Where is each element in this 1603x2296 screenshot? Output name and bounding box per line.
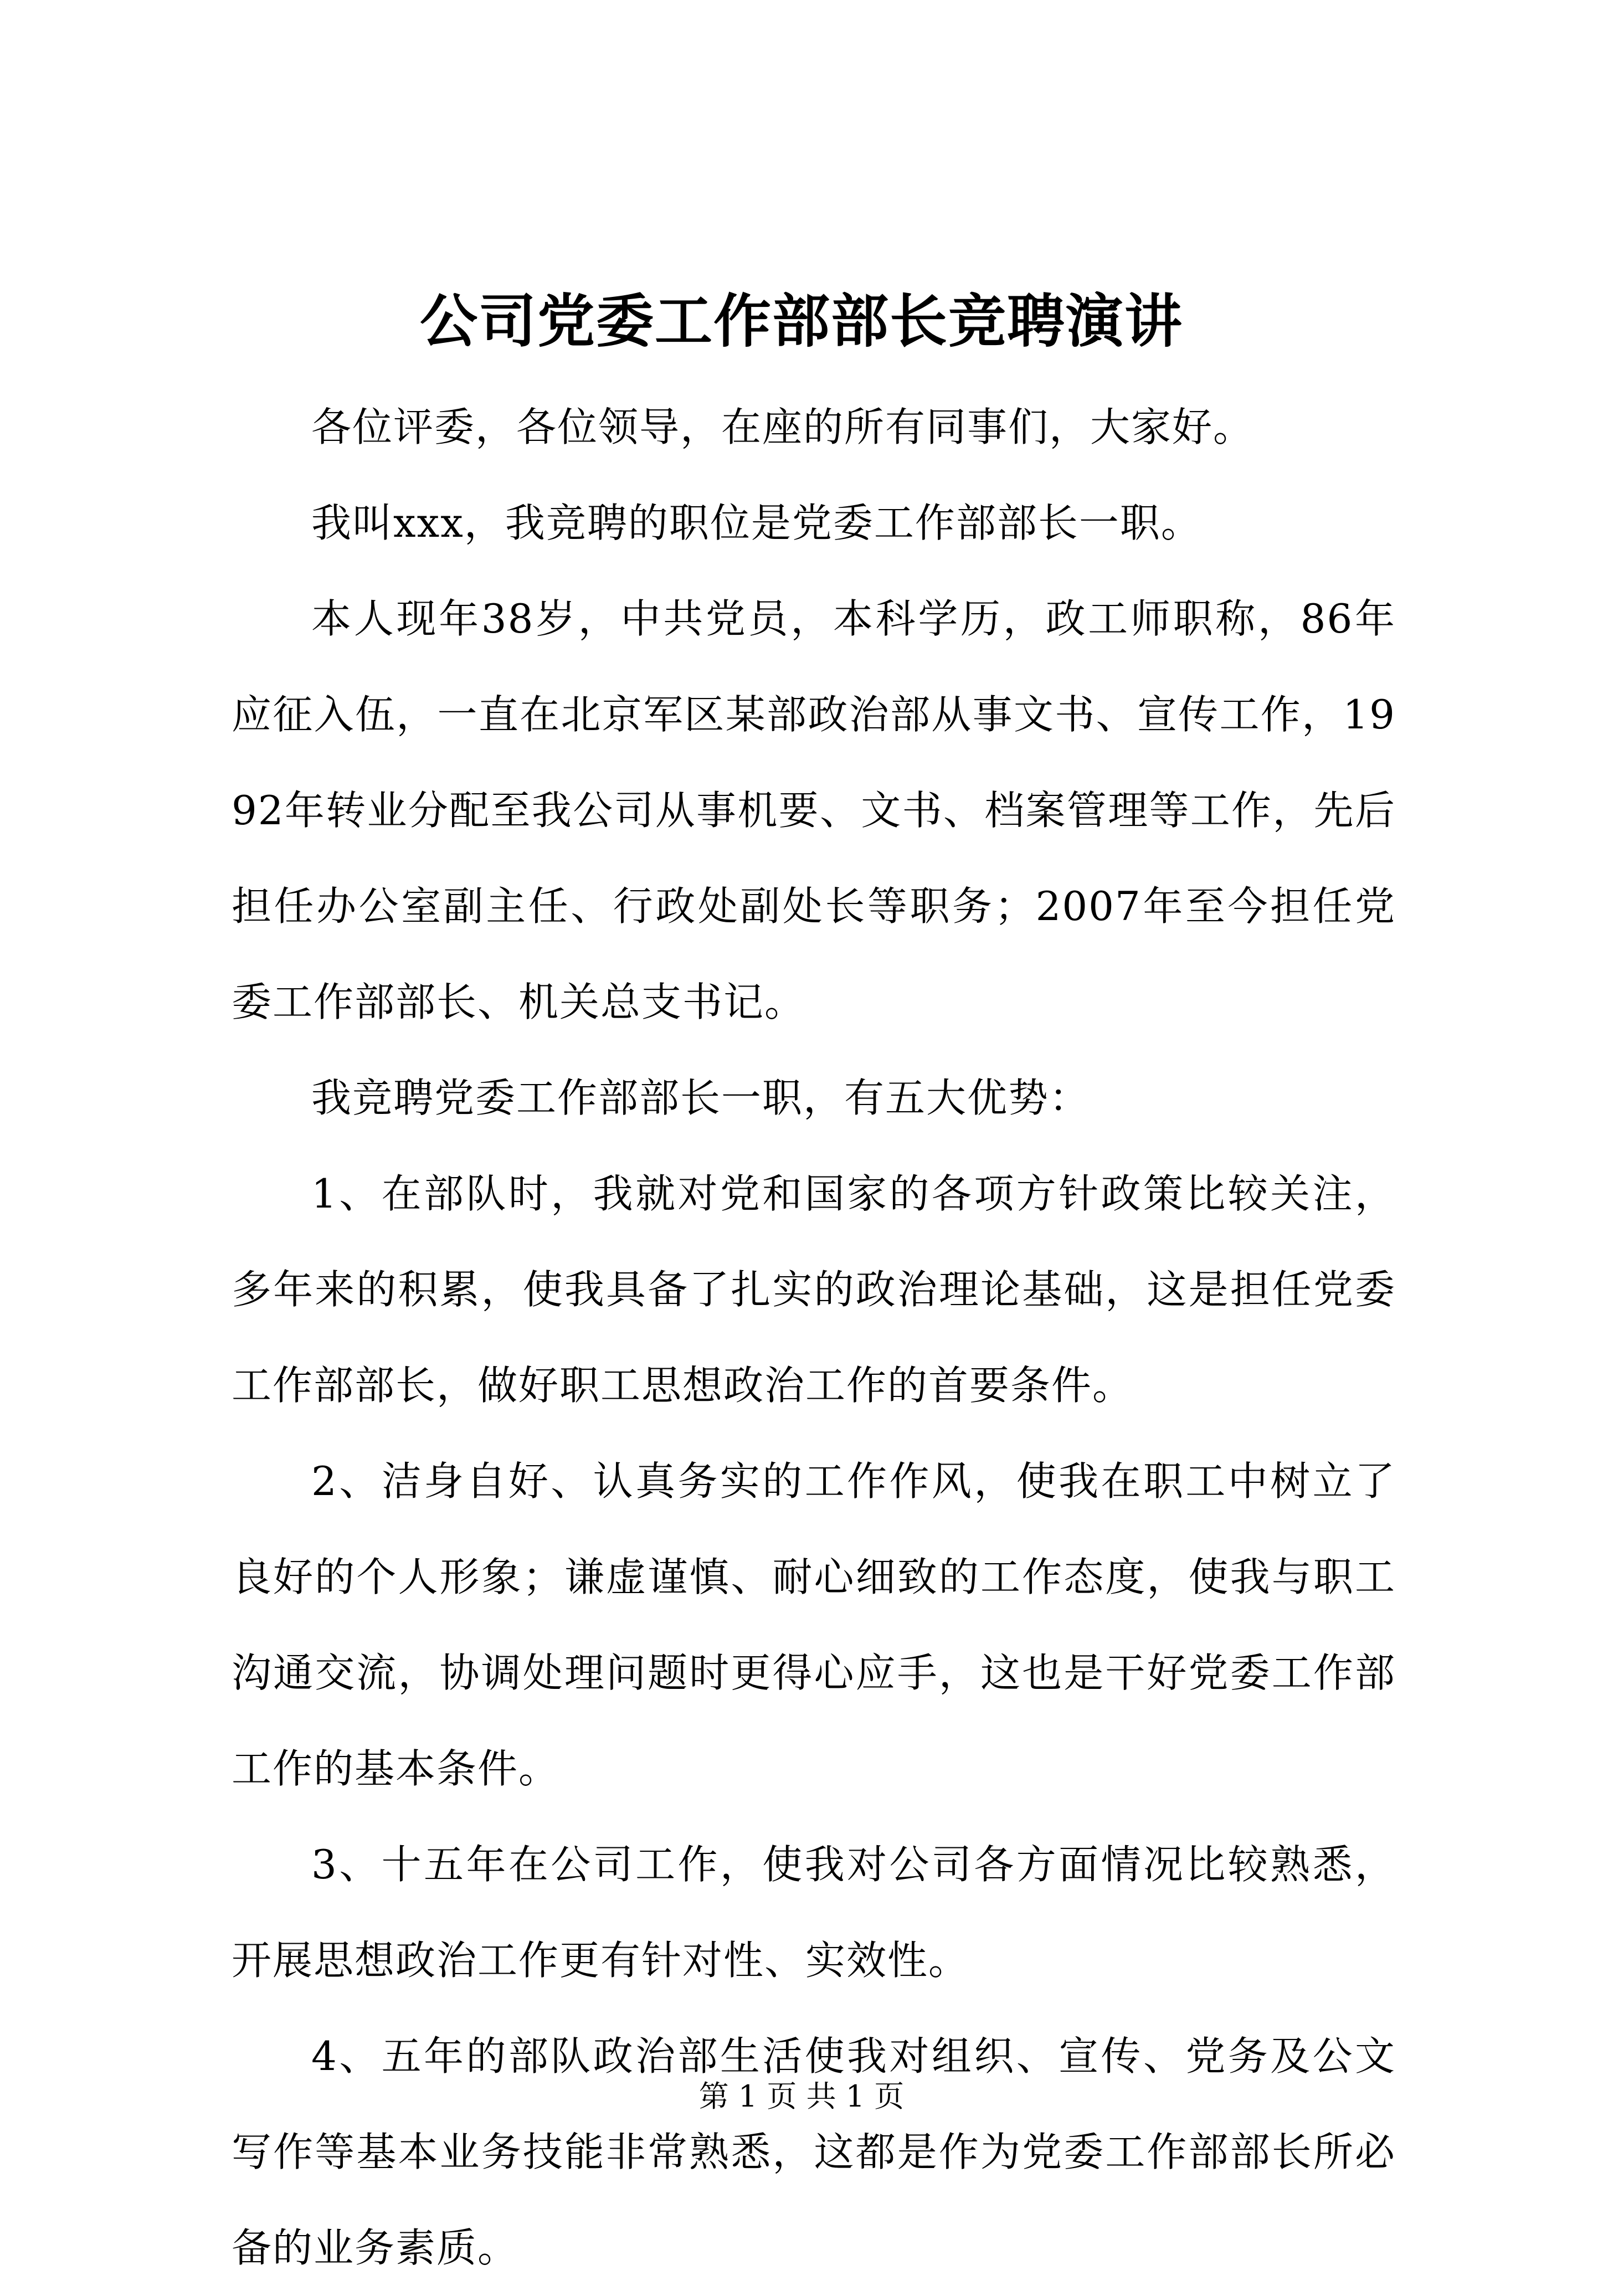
- document-body: [232, 379, 1396, 2296]
- paragraph-advantage-4: 4、五年的部队政治部生活使我对组织、宣传、党务及公文写作等基本业务技能非常熟悉，这都是作为党委工作部部长所必备的业务素质。: [232, 2033, 1396, 2271]
- document-title: 公司党委工作部部长竞聘演讲: [419, 287, 1183, 355]
- paragraph-advantages-intro: 我竞聘党委工作部部长一职，有五大优势：: [311, 1075, 1091, 1121]
- paragraph-advantage-2: 2、洁身自好、认真务实的工作作风，使我在职工中树立了良好的个人形象；谦虚谨慎、耐心细致的工作态度，使我与职工沟通交流，协调处理问题时更得心应手，这也是干好党委工作部工作的基本条件。: [232, 1458, 1396, 1792]
- paragraph-background: 本人现年38岁，中共党员，本科学历，政工师职称，86年应征入伍，一直在北京军区某部政治部从事文书、宣传工作，1992年转业分配至我公司从事机要、文书、档案管理等工作，先后担任办公室副主任、行政处副处长等职务；2007年至今担任党委工作部部长、机关总支书记。: [232, 595, 1396, 1025]
- page-footer: 第 1 页 共 1 页: [698, 2079, 905, 2114]
- paragraph-advantage-1: 1、在部队时，我就对党和国家的各项方针政策比较关注，多年来的积累，使我具备了扎实的政治理论基础，这是担任党委工作部部长，做好职工思想政治工作的首要条件。: [232, 1170, 1396, 1409]
- paragraph-greeting: 各位评委，各位领导，在座的所有同事们，大家好。: [311, 404, 1255, 450]
- paragraph-advantage-3: 3、十五年在公司工作，使我对公司各方面情况比较熟悉，开展思想政治工作更有针对性、实效性。: [232, 1841, 1396, 1984]
- paragraph-introduction: 我叫xxx，我竞聘的职位是党委工作部部长一职。: [311, 500, 1202, 546]
